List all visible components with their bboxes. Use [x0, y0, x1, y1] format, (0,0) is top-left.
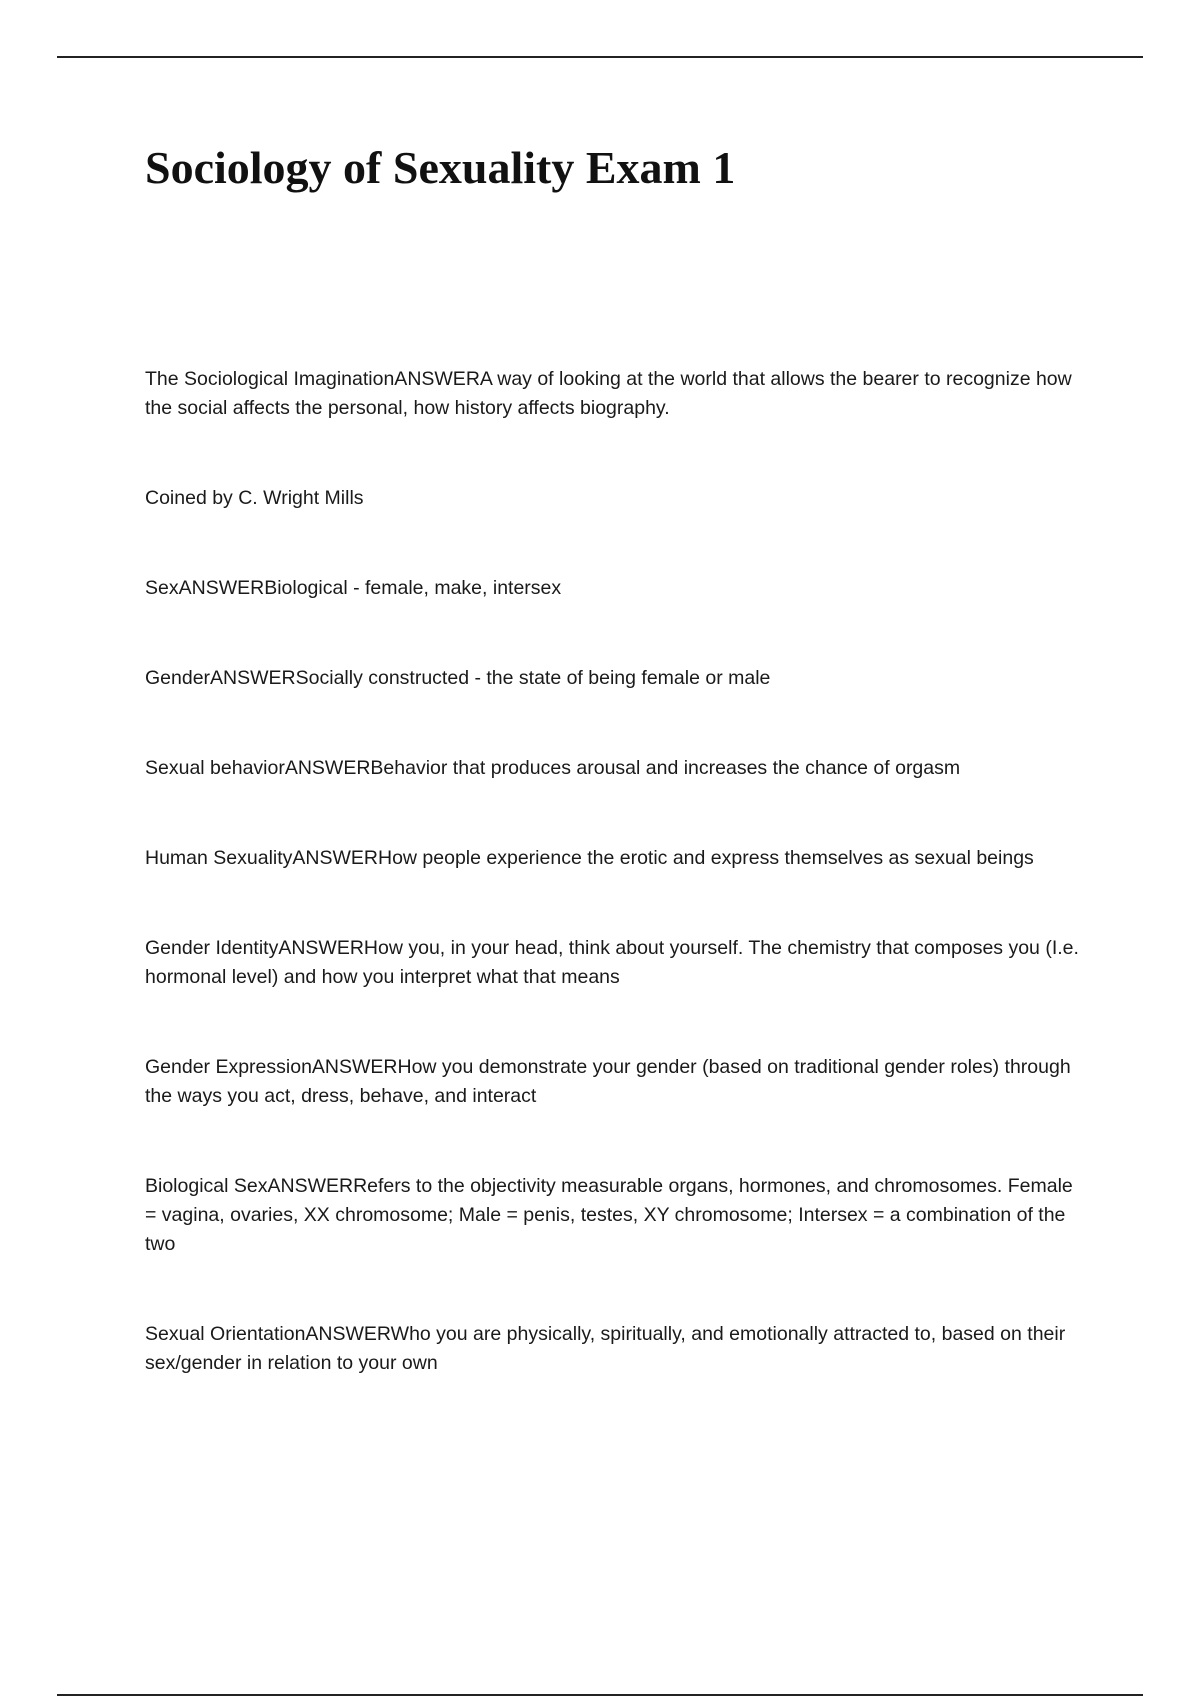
- entry-gender-expression: Gender ExpressionANSWERHow you demonstrate your gender (based on traditional gender roles) through the ways you act, dress, behave, and interact: [145, 1056, 1071, 1107]
- entry-sexual-orientation: Sexual OrientationANSWERWho you are physically, spiritually, and emotionally attracted to, based on their sex/gender in relation to your own: [145, 1323, 1066, 1374]
- entry-sociological-imagination: The Sociological ImaginationANSWERA way of looking at the world that allows the bearer to recognize how the social affects the personal, how history affects biography.: [145, 368, 1072, 419]
- entry-coined-by: Coined by C. Wright Mills: [145, 487, 364, 509]
- entry-biological-sex: Biological SexANSWERRefers to the objectivity measurable organs, hormones, and chromosomes. Female = vagina, ovaries, XX chromosome; Male = penis, testes, XY chromosome; Intersex = a combination of the two: [145, 1175, 1073, 1255]
- entry-sex: SexANSWERBiological - female, make, intersex: [145, 577, 562, 599]
- footer-rule: [57, 1694, 1143, 1696]
- entry-gender: GenderANSWERSocially constructed - the state of being female or male: [145, 667, 771, 689]
- document-title: Sociology of Sexuality Exam 1: [145, 142, 736, 193]
- flashcard-list: [145, 365, 1085, 1378]
- entry-sexual-behavior: Sexual behaviorANSWERBehavior that produces arousal and increases the chance of orgasm: [145, 757, 961, 779]
- entry-human-sexuality: Human SexualityANSWERHow people experience the erotic and express themselves as sexual beings: [145, 847, 1034, 869]
- header-rule: [57, 56, 1143, 58]
- entry-gender-identity: Gender IdentityANSWERHow you, in your head, think about yourself. The chemistry that composes you (I.e. hormonal level) and how you interpret what that means: [145, 937, 1079, 988]
